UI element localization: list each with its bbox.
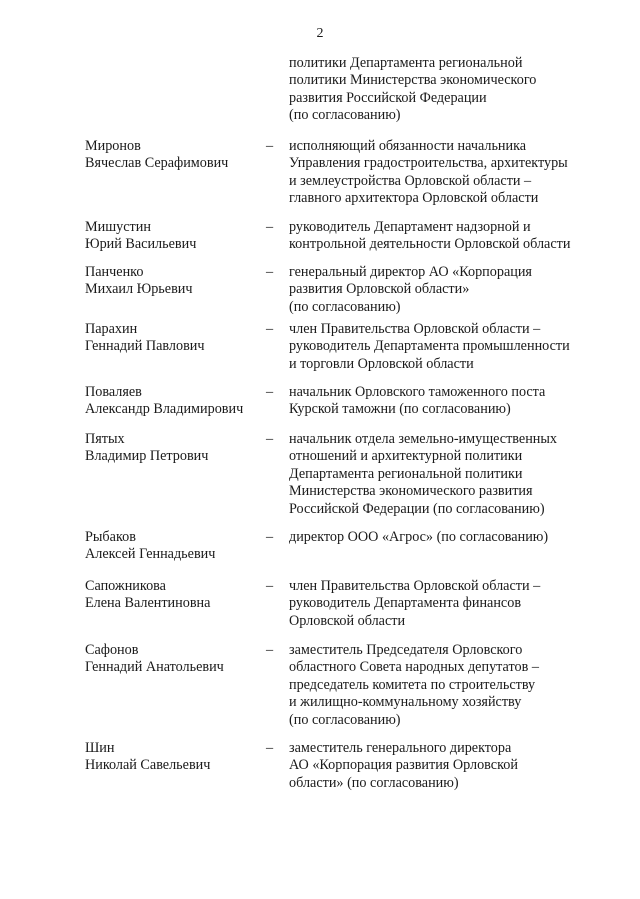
position-line: исполняющий обязанности начальника — [289, 138, 527, 154]
member-name — [85, 321, 205, 356]
surname: Поваляев — [85, 384, 142, 400]
position-line: АО «Корпорация развития Орловской — [289, 757, 518, 774]
position-line: Департамента региональной политики — [289, 465, 523, 482]
position-line: Управления градостроительства, архитектуры — [289, 155, 568, 172]
position-line: член Правительства Орловской области – — [289, 578, 541, 594]
given-names: Геннадий Павлович — [85, 338, 205, 355]
position-line: (по согласованию) — [289, 298, 401, 315]
dash-separator: – — [266, 138, 274, 154]
continuation-line: политики Министерства экономического — [289, 72, 537, 89]
position-line: развития Орловской области» — [289, 281, 470, 298]
position-line: Орловской области — [289, 612, 406, 629]
member-position — [289, 384, 545, 419]
position-line: руководитель Департамент надзорной и — [289, 219, 531, 235]
member-name — [85, 431, 208, 466]
position-line: руководитель Департамента финансов — [289, 595, 522, 612]
surname: Панченко — [85, 264, 144, 280]
member-position — [289, 321, 570, 373]
given-names: Геннадий Анатольевич — [85, 659, 224, 676]
position-line: (по согласованию) — [289, 711, 401, 728]
given-names: Николай Савельевич — [85, 757, 211, 774]
member-position — [289, 740, 518, 792]
position-line: начальник Орловского таможенного поста — [289, 384, 546, 400]
position-line: отношений и архитектурной политики — [289, 448, 523, 465]
position-line: и землеустройства Орловской области – — [289, 172, 532, 189]
position-line: генеральный директор АО «Корпорация — [289, 264, 532, 280]
given-names: Алексей Геннадьевич — [85, 546, 216, 563]
position-line: директор ООО «Агрос» (по согласованию) — [289, 529, 549, 545]
member-name — [85, 264, 193, 299]
member-name — [85, 138, 228, 173]
member-position — [289, 138, 568, 208]
position-line: и жилищно-коммунальному хозяйству — [289, 694, 522, 711]
position-line: области» (по согласованию) — [289, 774, 459, 791]
surname: Рыбаков — [85, 529, 136, 545]
position-line: Курской таможни (по согласованию) — [289, 401, 511, 418]
dash-separator: – — [266, 264, 274, 280]
member-name — [85, 529, 215, 564]
position-line: контрольной деятельности Орловской области — [289, 236, 571, 253]
position-line: главного архитектора Орловской области — [289, 190, 539, 207]
given-names: Юрий Васильевич — [85, 236, 197, 253]
member-position — [289, 529, 548, 546]
given-names: Елена Валентиновна — [85, 595, 211, 612]
position-line: и торговли Орловской области — [289, 355, 474, 372]
member-position — [289, 578, 540, 630]
member-position — [289, 431, 557, 518]
dash-separator: – — [266, 740, 274, 756]
dash-separator: – — [266, 321, 274, 337]
member-name — [85, 219, 196, 254]
surname: Сапожникова — [85, 578, 166, 594]
position-line: начальник отдела земельно-имущественных — [289, 431, 558, 447]
given-names: Александр Владимирович — [85, 401, 244, 418]
given-names: Вячеслав Серафимович — [85, 155, 229, 172]
member-position — [289, 642, 539, 729]
dash-separator: – — [266, 578, 274, 594]
member-name — [85, 578, 210, 613]
position-line: заместитель Председателя Орловского — [289, 642, 523, 658]
member-position — [289, 219, 570, 254]
position-line: областного Совета народных депутатов – — [289, 659, 539, 676]
position-line: Министерства экономического развития — [289, 483, 533, 500]
position-line: руководитель Департамента промышленности — [289, 338, 570, 355]
dash-separator: – — [266, 384, 274, 400]
dash-separator: – — [266, 219, 274, 235]
position-line: Российской Федерации (по согласованию) — [289, 500, 545, 517]
member-name — [85, 642, 224, 677]
member-position — [289, 264, 532, 316]
surname: Сафонов — [85, 642, 139, 658]
position-line: заместитель генерального директора — [289, 740, 512, 756]
continuation-line: развития Российской Федерации — [289, 89, 487, 106]
page-number: 2 — [316, 26, 324, 41]
given-names: Михаил Юрьевич — [85, 281, 193, 298]
position-line: член Правительства Орловской области – — [289, 321, 541, 337]
member-name — [85, 740, 210, 775]
continuation-line: политики Департамента региональной — [289, 55, 523, 71]
surname: Парахин — [85, 321, 138, 337]
dash-separator: – — [266, 431, 274, 447]
position-line: председатель комитета по строительству — [289, 676, 536, 693]
surname: Мишустин — [85, 219, 151, 235]
continuation-text — [289, 55, 536, 125]
given-names: Владимир Петрович — [85, 448, 209, 465]
dash-separator: – — [266, 529, 274, 545]
surname: Миронов — [85, 138, 141, 154]
surname: Пятых — [85, 431, 125, 447]
continuation-line: (по согласованию) — [289, 107, 401, 124]
member-name — [85, 384, 243, 419]
surname: Шин — [85, 740, 115, 756]
dash-separator: – — [266, 642, 274, 658]
